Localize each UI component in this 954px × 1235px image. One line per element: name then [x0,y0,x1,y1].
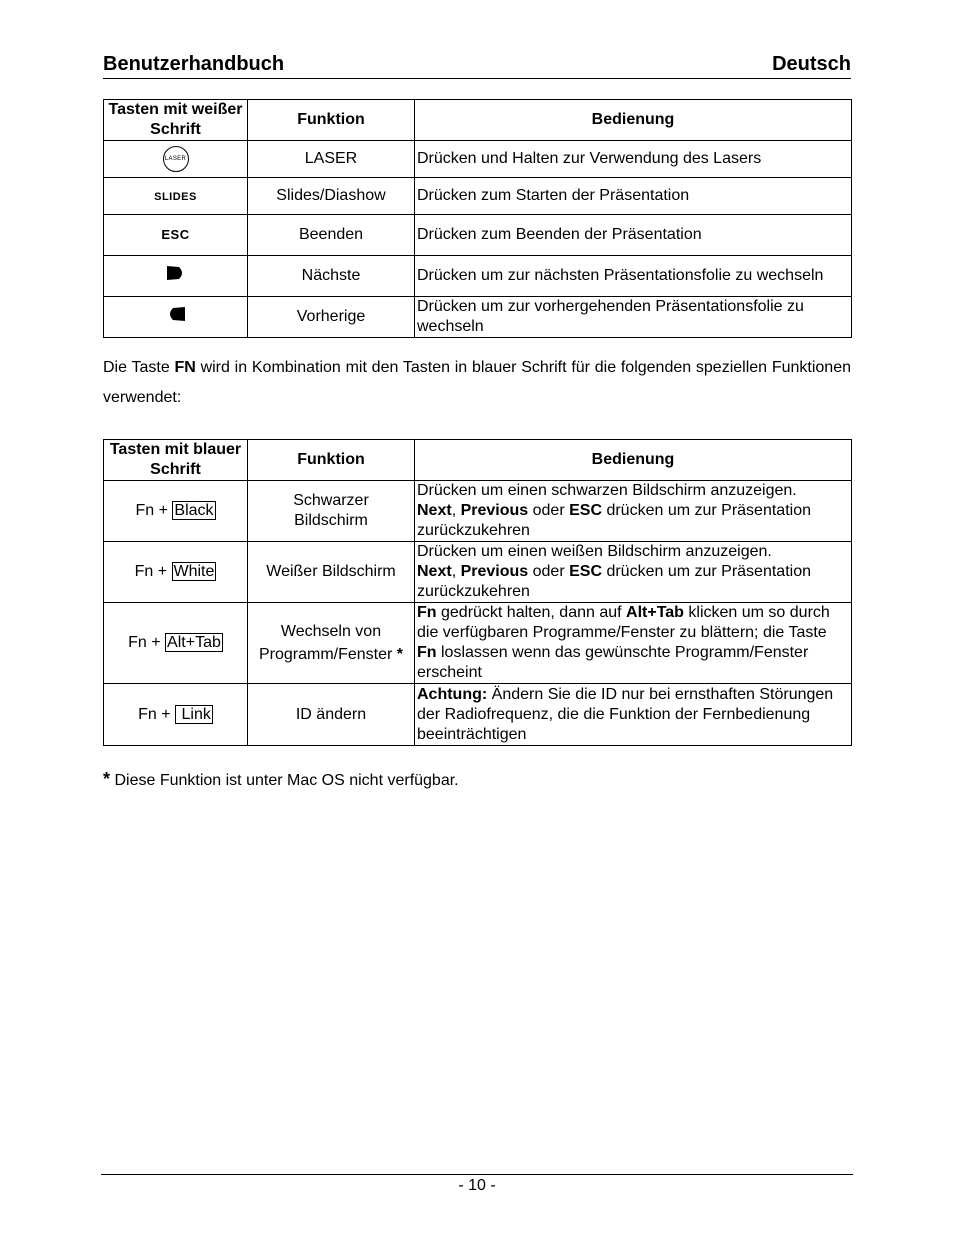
blue-keys-table [103,439,852,746]
operation-bold: Achtung: [417,685,488,703]
operation-cell [415,481,852,542]
column-header-function: Funktion [248,440,415,481]
operation-text: oder [528,563,570,580]
white-key: White [173,563,215,580]
slides-button-icon: SLIDES [154,190,197,203]
column-header-operation: Bedienung [415,100,852,141]
page-header [103,52,851,79]
key-cell [104,215,248,256]
key-cell [104,542,248,603]
function-text: Schwarzer [293,492,369,509]
link-key: Link [177,705,211,723]
fn-key-paragraph [103,353,851,413]
key-cell [104,297,248,338]
operation-bold: Fn [417,644,437,661]
function-cell [248,481,415,542]
operation-bold: ESC [569,563,602,580]
key-cell [104,603,248,684]
column-header-operation: Bedienung [415,440,852,481]
operation-cell [415,684,852,746]
function-cell: Weißer Bildschirm [248,542,415,603]
footnote-mark: * [103,769,111,789]
footnote-mark: * [396,646,404,663]
operation-cell: Drücken um zur nächsten Präsentationsfolie zu wechseln [415,256,852,297]
function-text: Programm/Fenster [258,646,393,663]
table-row [104,603,852,684]
key-cell [104,141,248,178]
operation-cell: Drücken und Halten zur Verwendung des Lasers [415,141,852,178]
operation-text: Ändern Sie die ID nur bei ernsthaften Störungen der Radiofrequenz, die die Funktion der Fernbedienung beeinträchtigen [417,685,834,743]
document-title: Benutzerhandbuch [103,53,285,75]
footnote [103,764,851,796]
key-cell [104,481,248,542]
operation-bold: Fn [417,604,437,621]
table-row [104,481,852,542]
operation-cell [415,542,852,603]
operation-text: , [451,502,461,519]
key-cell [104,178,248,215]
operation-bold: Previous [460,502,529,519]
language-label: Deutsch [772,53,851,75]
table-row [104,256,852,297]
function-cell: Slides/Diashow [248,178,415,215]
next-arrow-icon [166,265,186,281]
page-number: - 10 - [458,1177,496,1194]
column-header-keys: Tasten mit weißer Schrift [104,100,248,141]
operation-cell [415,603,852,684]
operation-bold: Previous [460,563,529,580]
white-keys-table [103,99,852,338]
operation-cell: Drücken zum Starten der Präsentation [415,178,852,215]
footer-divider [101,1174,853,1175]
paragraph-text: Die Taste [103,359,175,376]
table-row [104,684,852,746]
table-row [104,542,852,603]
operation-text: drücken um zur Präsentation zurückzukehren [417,563,811,600]
alt-tab-key: Alt+Tab [167,634,221,651]
table-row [104,297,852,338]
operation-text: klicken um so durch die verfügbaren Programme/Fenster zu blättern; die Taste [417,604,830,641]
function-text: Bildschirm [294,512,368,529]
fn-prefix: Fn + [135,502,173,519]
fn-prefix: Fn + [128,634,166,651]
table-header-row [104,440,852,481]
operation-text: oder [528,502,570,519]
operation-bold: ESC [569,502,602,519]
operation-text: , [451,563,461,580]
operation-bold: Next [417,502,452,519]
operation-bold: Alt+Tab [626,604,684,621]
footnote-text: Diese Funktion ist unter Mac OS nicht verfügbar. [110,772,459,789]
laser-button-icon: LASER [163,146,189,172]
operation-bold: Next [417,563,452,580]
function-cell: Beenden [248,215,415,256]
operation-cell: Drücken um zur vorhergehenden Präsentationsfolie zu wechseln [415,297,852,338]
fn-prefix: Fn + [134,563,172,580]
table-header-row [104,100,852,141]
table-row [104,178,852,215]
operation-text: Drücken um einen weißen Bildschirm anzuzeigen. [417,543,772,560]
column-header-function: Funktion [248,100,415,141]
operation-cell: Drücken zum Beenden der Präsentation [415,215,852,256]
function-cell [248,603,415,684]
column-header-keys: Tasten mit blauer Schrift [104,440,248,481]
key-cell [104,684,248,746]
function-text: Wechseln von [280,623,382,640]
black-key: Black [174,502,214,519]
paragraph-bold: FN [174,359,196,376]
esc-button-icon: ESC [161,227,190,242]
operation-text: Drücken um einen schwarzen Bildschirm anzuzeigen. [417,482,797,499]
function-cell: Vorherige [248,297,415,338]
operation-text: loslassen wenn das gewünschte Programm/Fenster erscheint [417,644,809,681]
function-cell: Nächste [248,256,415,297]
fn-prefix: Fn + [138,705,176,723]
paragraph-text: wird in Kombination mit den Tasten in blauer Schrift für die folgenden speziellen Funktionen verwendet: [103,359,851,406]
function-cell: LASER [248,141,415,178]
key-cell [104,256,248,297]
function-cell: ID ändern [248,684,415,746]
operation-text: gedrückt halten, dann auf [436,604,627,621]
table-row [104,141,852,178]
operation-text: drücken um zur Präsentation zurückzukehren [417,502,811,539]
previous-arrow-icon [166,306,186,322]
table-row [104,215,852,256]
